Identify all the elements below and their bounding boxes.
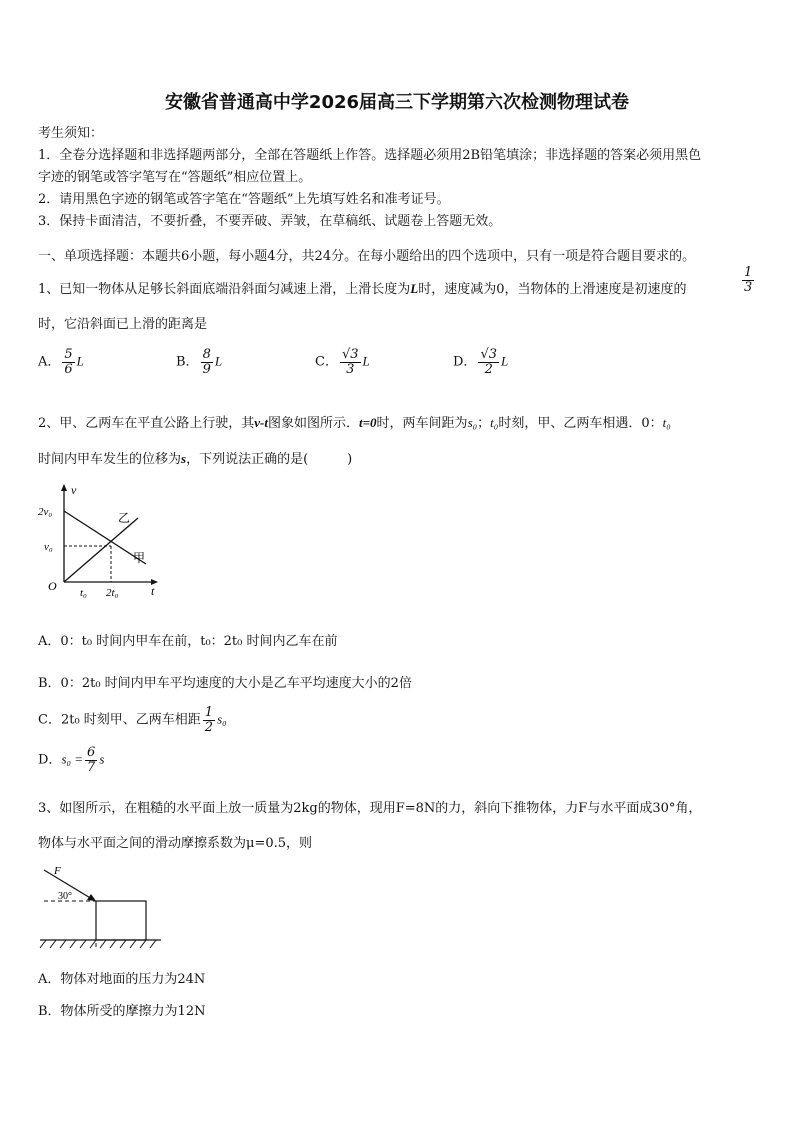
q1-stem-part1: 1、已知一物体从足够长斜面底端沿斜面匀减速上滑，上滑长度为 <box>38 282 411 297</box>
label-jia: 甲 <box>133 551 146 565</box>
q2-option-c: C．2t₀ 时刻甲、乙两车相距 $\frac{1}{2}$ s₀ <box>38 705 227 735</box>
force-label: F <box>54 865 61 877</box>
q1-option-d: D． $\frac{√3}{2}$ L <box>453 347 509 377</box>
q1-var-L: L <box>410 281 419 296</box>
tick-v0: v₀ <box>44 541 53 553</box>
notice-item-1-cont: 字迹的钢笔或答字笔写在“答题纸”相应位置上。 <box>38 170 312 185</box>
q2-option-a: A．0：t₀ 时间内甲车在前，t₀：2t₀ 时间内乙车在前 <box>38 634 338 649</box>
label-yi: 乙 <box>118 511 131 525</box>
q3-stem-line2: 物体与水平面之间的滑动摩擦系数为μ=0.5，则 <box>38 836 313 851</box>
q3-stem-line1: 3、如图所示，在粗糙的水平面上放一质量为2kg的物体，现用F=8N的力，斜向下推物体，力F与水平面成30°角， <box>38 801 702 816</box>
axis-v-label: v <box>71 483 77 497</box>
q2-stem-line1: 2、甲、乙两车在平直公路上行驶，其v-t图象如图所示．t=0时，两车间距为s₀；t₀时刻，甲、乙两车相遇．0：t₀ <box>38 415 671 431</box>
q2-option-d: D．s₀ = $\frac{6}{7}$ s <box>38 745 105 775</box>
q1-stem-line2: 时，它沿斜面已上滑的距离是 <box>38 317 208 332</box>
notice-item-3: 3．保持卡面清洁，不要折叠，不要弄破、弄皱，在草稿纸、试题卷上答题无效。 <box>38 214 502 229</box>
axis-t-label: t <box>151 584 155 598</box>
notice-heading: 考生须知： <box>38 126 104 141</box>
q1-stem-line1 <box>38 278 687 297</box>
q3-option-b: B．物体所受的摩擦力为12N <box>38 1004 206 1019</box>
q1-frac-den: 3 <box>744 279 753 295</box>
section-heading: 一、单项选择题：本题共6小题，每小题4分，共24分。在每小题给出的四个选项中，只有一项是符合题目要求的。 <box>38 249 696 264</box>
q3-force-figure <box>36 862 166 954</box>
q2-vt-graph <box>36 480 166 600</box>
tick-2t0: 2t₀ <box>106 587 119 599</box>
q1-option-c: C． $\frac{√3}{3}$ L <box>315 347 370 377</box>
q1-option-b: B． $\frac{8}{9}$ L <box>176 347 223 377</box>
origin-label: O <box>48 579 57 593</box>
page-title: 安徽省普通高中学2026届高三下学期第六次检测物理试卷 <box>164 92 630 113</box>
tick-2v0: 2v₀ <box>38 506 53 518</box>
tick-t0: t₀ <box>80 587 87 599</box>
q1-frac-num: 1 <box>744 265 753 280</box>
q2-option-b: B．0：2t₀ 时间内甲车平均速度的大小是乙车平均速度大小的2倍 <box>38 676 412 691</box>
line-yi <box>64 518 138 582</box>
notice-item-2: 2．请用黑色字迹的钢笔或答字笔在“答题纸”上先填写姓名和准考证号。 <box>38 192 450 207</box>
q3-option-a: A．物体对地面的压力为24N <box>38 972 206 987</box>
angle-label: 30° <box>58 891 72 902</box>
q2-stem-line2: 时间内甲车发生的位移为s，下列说法正确的是( ) <box>38 451 353 467</box>
notice-item-1: 1．全卷分选择题和非选择题两部分，全部在答题纸上作答。选择题必须用2B铅笔填涂；非选择题的答案必须用黑色 <box>38 148 702 163</box>
q1-option-a: A． $\frac{5}{6}$ L <box>38 347 84 377</box>
q1-stem-part2: 时，速度减为0，当物体的上滑速度是初速度的 <box>418 282 687 297</box>
q1-fraction <box>740 266 756 294</box>
